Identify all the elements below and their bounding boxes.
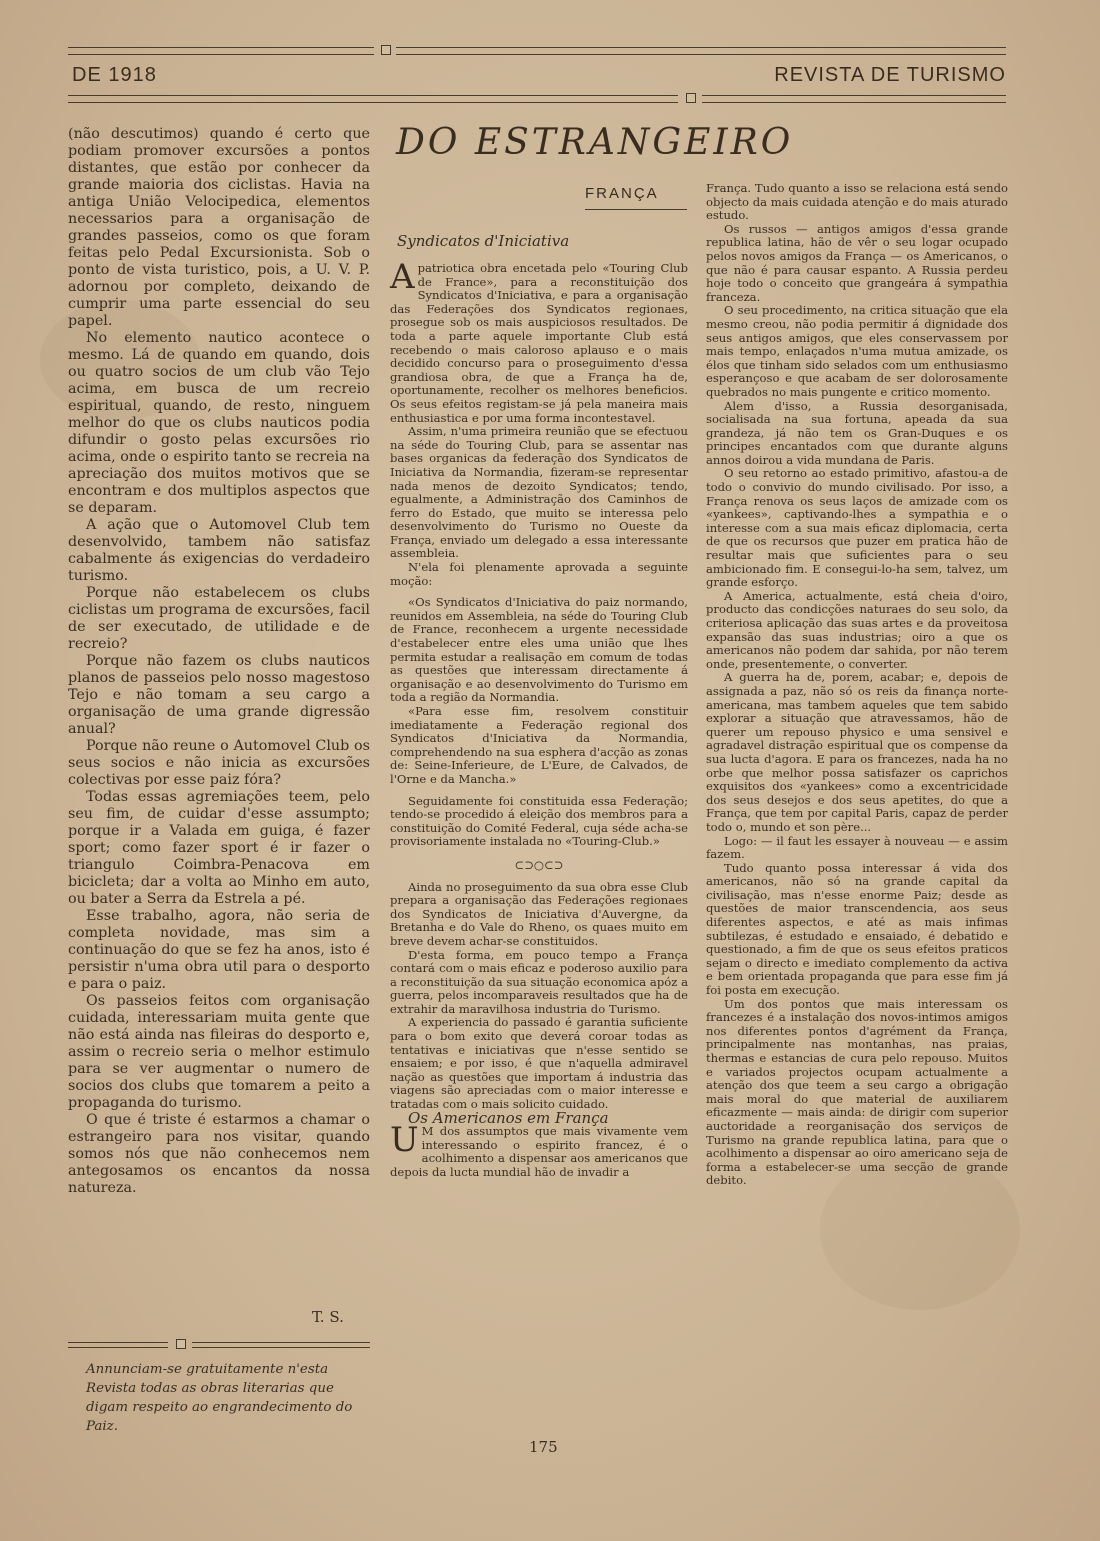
drop-cap: A (390, 257, 415, 297)
article-title: DO ESTRANGEIRO (396, 122, 794, 163)
col1-paragraph: A ação que o Automovel Club tem desenvolvido, tambem não satisfaz cabalmente ás exigencias do verdadeiro turismo. (68, 517, 370, 584)
col2-paragraph: patriotica obra encetada pelo «Touring Club de France», para a reconstituição dos Syndicatos d'Iniciativa, e para a organisação das Federações dos Syndicatos regionaes, prosegue sob os mais auspiciosos resultados. De toda a parte aquele importante Club está recebendo o mais caloroso aplauso e o mais decidido concurso para o proseguimento d'essa grandiosa obra, de que a França ha de, oportunamente, recolher os melhores beneficios. Os seus efeitos registam-se já pela maneira mais enthusiastica e por uma forma incontestavel. (390, 261, 688, 425)
page-number: 175 (529, 1438, 558, 1456)
section-title-americanos: Os Americanos em França (408, 1108, 609, 1127)
col2-paragraph: N'ela foi plenamente aprovada a seguinte moção: (390, 560, 688, 588)
col3-paragraph: Um dos pontos que mais interessam os francezes é a instalação dos novos-intimos amigos nos diferentes pontos d'agrément da França, principalmente nas montanhas, nas praias, thermas e estancias de cura pelo repouso. Muitos e variados projectos ocupam actualmente a atenção dos que teem a seu cargo a obrigação mais moral do que material de auxiliarem eficazmente — mais ainda: de dirigir com superior auctoridade a reorganisação dos serviços de Turismo na grande republica latina, para que o acolhimento a dispensar ao oiro americano seja de forma a estabelecer-se uma secção de grande debito. (706, 996, 1008, 1188)
col3-paragraph: A America, actualmente, está cheia d'oiro, producto das condicções naturaes do seu solo, da criteriosa aplicação das suas artes e da proveitosa expansão das suas industrias; oiro a que os americanos não podem dar sahida, por não terem onde, presentemente, o converter. (706, 588, 1008, 671)
country-heading: FRANÇA (585, 185, 659, 202)
subheader-ornament (686, 93, 696, 103)
header-ornament (381, 45, 391, 55)
col1-paragraph: Porque não fazem os clubs nauticos planos de passeios pelo nosso magestoso Tejo e não tomam a seu cargo a organisação de uma grande digressão anual? (68, 653, 370, 737)
section-title-syndicatos: Syndicatos d'Iniciativa (397, 232, 570, 250)
note-rule-left (68, 1342, 168, 1348)
header-right: REVISTA DE TURISMO (774, 64, 1006, 86)
ornament-divider: ⊂⊃○⊂⊃ (514, 857, 564, 872)
col2-paragraph: D'esta forma, em pouco tempo a França contará com o mais eficaz e poderoso auxilio para a reconstituição da sua situação economica apóz a guerra, pelos incomparaveis resultados que ha de extrahir da maravilhosa industria do Turismo. (390, 947, 688, 1016)
note-ornament (176, 1339, 186, 1349)
advert-note: Annunciam-se gratuitamente n'esta Revista todas as obras literarias que digam respeito ao engrandecimento do Paiz. (86, 1362, 353, 1434)
col1-paragraph: (não descutimos) quando é certo que podiam promover excursões a pontos distantes, que estão por conhecer da grande maioria dos ciclistas. Havia na antiga União Velocipedica, elementos necessarios para a organisação de grandes passeios, como os que foram feitas pelo Pedal Excursionista. Sob o ponto de vista turistico, pois, a U. V. P. adornou por completo, deixando de cumprir uma parte essencial do seu papel. (68, 126, 370, 329)
column-left (68, 126, 370, 1197)
col3-paragraph: França. Tudo quanto a isso se relaciona está sendo objecto da mais cuidada atenção e do mais aturado estudo. (706, 181, 1008, 223)
col1-paragraph: Porque não estabelecem os clubs ciclistas um programa de excursões, facil de ser executado, de utilidade e de recreio? (68, 585, 370, 652)
header-rule-left (68, 47, 374, 55)
column-right (706, 182, 1008, 1188)
subheader-rule-left (68, 95, 678, 103)
col1-paragraph: O que é triste é estarmos a chamar o estrangeiro para nos visitar, quando somos nós que não conhecemos nem antegosamos os encantos da nossa natureza. (68, 1112, 370, 1196)
header-left: DE 1918 (72, 64, 157, 86)
col1-paragraph: Esse trabalho, agora, não seria de completa novidade, mas sim a continuação do que se fez ha anos, isto é persistir n'uma obra util para o desporto e para o paiz. (68, 908, 370, 992)
col2-quote: «Os Syndicatos d'Iniciativa do paiz normando, reunidos em Assembleia, na séde do Touring Club de France, reconhecem a urgente necessidade d'estabelecer entre eles uma união que lhes permita estudar a realisação em comum de todas as questões que interessam directamente á organisação e ao desenvolvimento do Turismo em toda a região da Normandia. (390, 595, 688, 705)
drop-cap: U (390, 1120, 419, 1161)
col3-paragraph: A guerra ha de, porem, acabar; e, depois de assignada a paz, não só os reis da finança norte-americana, mas tambem aqueles que tem sabido explorar a situação que atravessamos, hão de querer um repouso physico e uma sensivel e agradavel distração espiritual que os compense da sua lucta d'agora. E para os francezes, nada ha no orbe que melhor possa satisfazer os caprichos exquisitos dos «yankees» como a excentricidade dos seus desejos e dos seus apetites, do que a França, que tem por capital Paris, capaz de perder todo o, mundo et son père... (706, 670, 1008, 834)
header-rule-right (396, 47, 1006, 55)
column-middle (390, 257, 688, 1180)
col1-paragraph: Todas essas agremiações teem, pelo seu fim, de cuidar d'esse assumpto; porque ir a Valada em guiga, é fazer sport; como fazer sport é ir fazer o triangulo Coimbra-Penacova em bicicleta; dar a volta ao Minho em auto, ou bater a Serra da Estrela a pé. (68, 789, 370, 907)
col3-paragraph: Alem d'isso, a Russia desorganisada, socialisada na sua fortuna, apeada da sua grandeza, já não tem os Gran-Duques e os principes encantados com que durante alguns annos doirou a vida mundana de Paris. (706, 398, 1008, 467)
col2-paragraph: Assim, n'uma primeira reunião que se efectuou na séde do Touring Club, para se assentar nas bases organicas da federação dos Syndicatos de Iniciativa da Normandia, fizeram-se representar nada menos de dezoito Syndicatos; tendo, egualmente, a Administração dos Caminhos de ferro do Estado, que muito se interessa pelo desenvolvimento do Turismo no Oueste da França, enviado um delegado a essa interessante assembleia. (390, 424, 688, 561)
col1-paragraph: No elemento nautico acontece o mesmo. Lá de quando em quando, dois ou quatro socios de um club vão Tejo acima, em busca de um recreio espiritual, quando, de resto, ninguem melhor do que os clubs nauticos podia difundir o gosto pelas excursões rio acima, onde o espirito tanto se recreia na apreciação dos muitos motivos que se encontram e dos multiplos aspectos que se deparam. (68, 330, 370, 516)
col3-paragraph: Logo: — il faut les essayer à nouveau — e assim fazem. (706, 833, 1008, 862)
col2-quote: «Para esse fim, resolvem constituir imediatamente a Federação regional dos Syndicatos d'Iniciativa da Normandia, comprehendendo na sua esphera d'acção as zonas de: Seine-Inferieure, de L'Eure, de Calvados, de l'Orne e da Mancha.» (390, 704, 688, 786)
col3-paragraph: Os russos — antigos amigos d'essa grande republica latina, hão de vêr o seu logar ocupado pelos novos amigos da França — os Americanos, o que não é para causar espanto. A Russia perdeu hoje todo o conceito que grangeára á sympathia franceza. (706, 221, 1008, 304)
col2-paragraph: Seguidamente foi constituida essa Federação; tendo-se procedido á eleição dos membros para a constituição do Comité Federal, cuja séde acha-se provisoriamente instalada no «Touring-Club.» (390, 793, 688, 849)
subheader-rule-right (702, 95, 1006, 103)
col3-paragraph: Tudo quanto possa interessar á vida dos americanos, não só na grande capital da civilisação, mas n'esse enorme Paiz; desde as questões de maior transcendencia, aos seus diferentes aspectos, e até as mais infimas subtilezas, é estudado e ensaiado, é debatido e questionado, a fim de que os seus efeitos praticos sejam o directo e imediato complemento da activa e bem orientada propaganda que para esse fim já foi posta em execução. (706, 860, 1008, 998)
col3-paragraph: O seu procedimento, na critica situação que ela mesmo creou, não podia permitir á dignidade dos seus antigos amigos, que eles conservassem por mais tempo, enlaçados n'uma mutua amizade, os élos que tinham sido selados com um enthusiasmo esperançoso e que acabam de ser dolorosamente quebrados no mais pungente e critico momento. (706, 303, 1008, 399)
col1-paragraph: Os passeios feitos com organisação cuidada, interessariam muita gente que não está ainda nas fileiras do desporto e, assim o recreio seria o melhor estimulo para se ver augmentar o numero de socios dos clubs que tomarem a peito a propaganda do turismo. (68, 993, 370, 1111)
note-rule-right (192, 1342, 370, 1348)
col2-paragraph: A experiencia do passado é garantia suficiente para o bom exito que deverá coroar todas as tentativas e iniciativas que n'esse sentido se ensaiem; e por isso, é que n'aquella admiravel nação as questões que importam á industria das viagens são apreciadas com o maior interesse e tratadas com o mais solicito cuidado. (390, 1015, 688, 1112)
col2-paragraph: Ainda no proseguimento da sua obra esse Club prepara a organisação das Federações regionaes dos Syndicatos de Iniciativa d'Auvergne, da Bretanha e do Vale do Rheno, os quaes muito em breve devem achar-se constituidos. (390, 879, 688, 948)
country-rule (585, 209, 687, 210)
col1-paragraph: Porque não reune o Automovel Club os seus socios e não inicia as excursões colectivas por esse paiz fóra? (68, 738, 370, 788)
col3-paragraph: O seu retorno ao estado primitivo, afastou-a de todo o convivio do mundo civilisado. Por isso, a França renova os seus laços de amizade com os «yankees», captivando-lhes a sympathia e o interesse com a sua mais eficaz diplomacia, certa de que os recursos que puzer em pratica hão de resultar mais que suficientes para o seu ambicionado fim. E consegui-lo-ha sem, talvez, um grande esforço. (706, 466, 1008, 590)
signature: T. S. (312, 1308, 344, 1326)
col2-paragraph: M dos assumptos que mais vivamente vem interessando o espirito francez, é o acolhimento a dispensar aos americanos que depois da lucta mundial hão de invadir a (390, 1124, 688, 1179)
